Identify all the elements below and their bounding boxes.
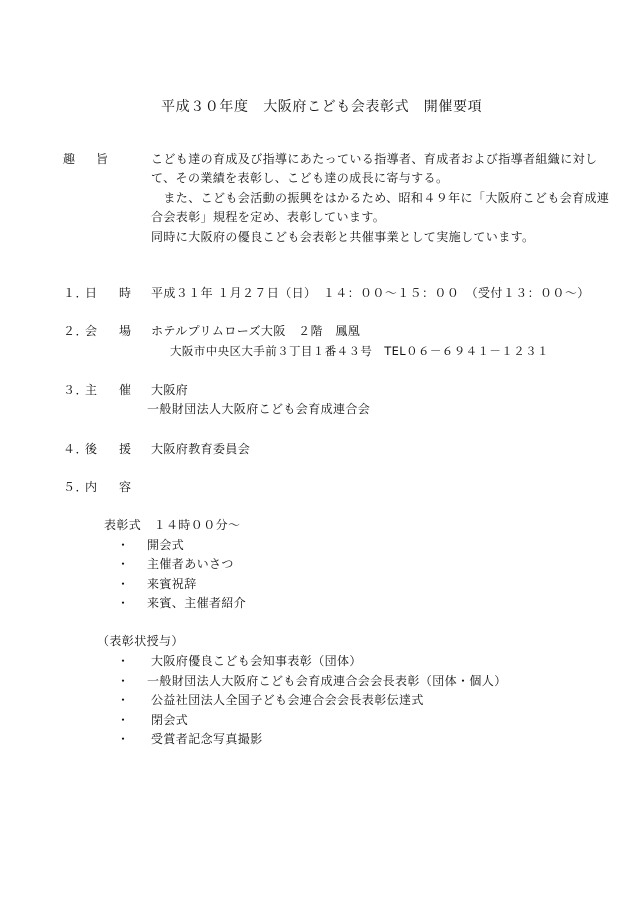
section-1-number: １． [63,286,89,300]
section-4-label-a: 後 [85,442,98,456]
section-3-label-b: 催 [119,383,132,397]
shushi-label-b: 旨 [96,152,109,166]
ceremony-heading: 表彰式 １４時００分～ [104,518,241,532]
ceremony-bullet-4: ・ [117,596,130,610]
section-1-label-a: 日 [85,286,98,300]
section-1-label-b: 時 [119,286,132,300]
awards-item-2: 一般財団法人大阪府こども会育成連合会会長表彰（団体・個人） [147,674,507,688]
shushi-line-1: こども達の育成及び指導にあたっている指導者、育成者および指導者組織に対し [151,152,598,166]
section-3-label-a: 主 [85,383,98,397]
section-2-number: ２． [63,324,89,338]
section-5-label-a: 内 [85,480,98,494]
awards-item-4: 閉会式 [151,713,189,727]
ceremony-bullet-2: ・ [117,557,130,571]
section-2-label-a: 会 [85,324,98,338]
section-4-number: ４． [63,442,89,456]
awards-bullet-5: ・ [117,732,130,746]
awards-bullet-3: ・ [117,693,130,707]
venue-address: 大阪市中央区大手前３丁目１番４３号 TEL０６－６９４１－１２３１ [170,344,549,358]
shushi-line-5: 同時に大阪府の優良こども会表彰と共催事業として実施しています。 [151,230,535,244]
section-2-label-b: 場 [119,324,132,338]
shushi-line-4: 合会表彰」規程を定め、表彰しています。 [151,210,386,224]
venue-value: ホテルプリムローズ大阪 ２階 鳳凰 [151,324,361,338]
awards-bullet-2: ・ [117,674,130,688]
section-3-number: ３． [63,383,89,397]
shushi-label-a: 趣 [63,152,76,166]
host-value-2: 一般財団法人大阪府こども会育成連合会 [147,402,371,416]
shushi-line-3: また、こども会活動の振興をはかるため、昭和４９年に「大阪府こども会育成連 [151,191,610,205]
awards-item-1: 大阪府優良こども会知事表彰（団体） [151,654,362,668]
date-value: 平成３１年 １月２７日（日） １４：００～１５：００ （受付１３：００～） [151,286,590,300]
support-value: 大阪府教育委員会 [151,442,251,456]
ceremony-item-1: 開会式 [147,538,185,552]
shushi-line-2: て、その業績を表彰し、こども達の成長に寄与する。 [151,171,449,185]
awards-item-5: 受賞者記念写真撮影 [151,732,263,746]
awards-bullet-4: ・ [117,713,130,727]
section-5-label-b: 容 [119,480,132,494]
ceremony-bullet-3: ・ [117,577,130,591]
section-5-number: ５． [63,480,89,494]
awards-heading: （表彰状授与） [97,634,184,648]
ceremony-bullet-1: ・ [117,538,130,552]
ceremony-item-4: 来賓、主催者紹介 [147,596,247,610]
awards-bullet-1: ・ [117,654,130,668]
section-4-label-b: 援 [119,442,132,456]
awards-item-3: 公益社団法人全国子ども会連合会会長表彰伝達式 [151,693,424,707]
ceremony-item-2: 主催者あいさつ [147,557,234,571]
ceremony-item-3: 来賓祝辞 [147,577,197,591]
document-title: 平成３０年度 大阪府こども会表彰式 開催要項 [161,99,483,115]
host-value-1: 大阪府 [151,383,189,397]
